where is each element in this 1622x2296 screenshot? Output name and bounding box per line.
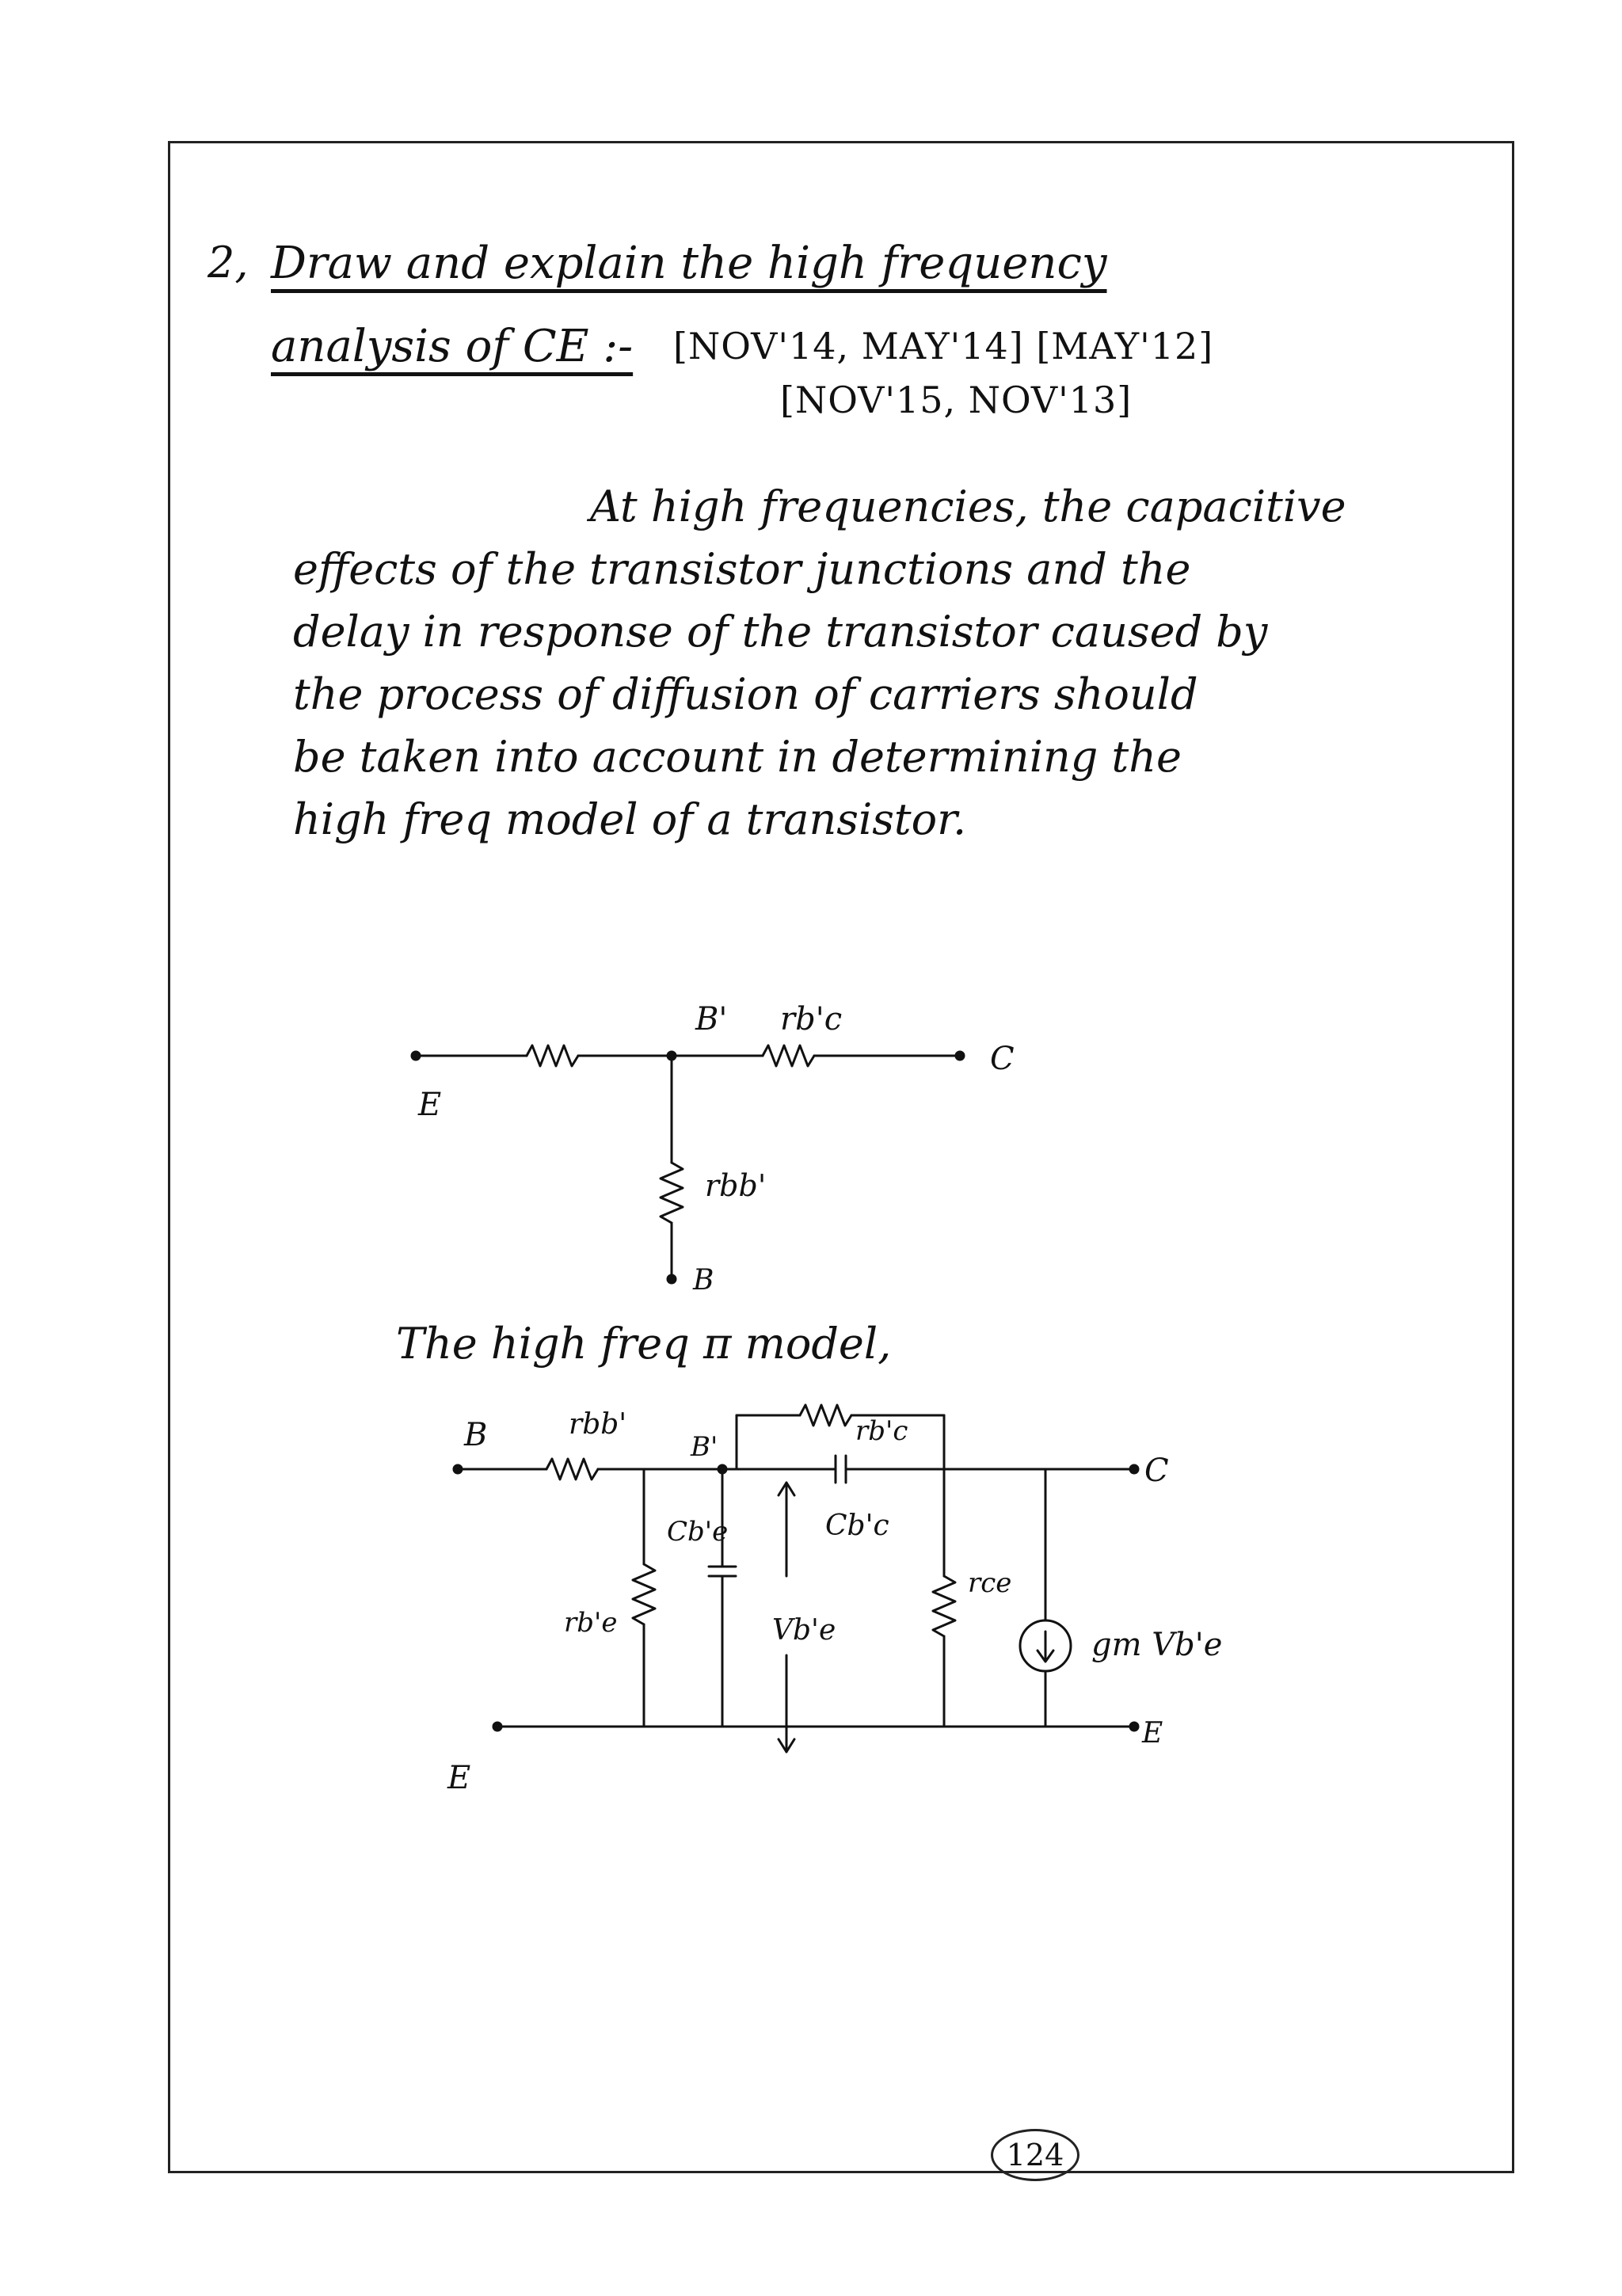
label-rce: rce	[968, 1567, 1012, 1599]
resistor-rce	[933, 1576, 955, 1636]
resistor-rbb	[661, 1163, 683, 1223]
label-b-prime: B'	[691, 1431, 718, 1463]
paragraph-line: the process of diffusion of carriers should	[293, 669, 1198, 719]
paragraph-line: high freq model of a transistor.	[293, 794, 967, 844]
exam-tags-line-1: [NOV'14, MAY'14] [MAY'12]	[673, 325, 1214, 367]
paragraph-line: At high frequencies, the capacitive	[590, 482, 1346, 531]
question-title-line-2: analysis of CE :-	[271, 321, 634, 372]
label-c: C	[1144, 1453, 1169, 1489]
resistor-rbc	[800, 1405, 851, 1426]
paragraph-line: delay in response of the transistor caused by	[293, 607, 1268, 657]
resistor-rbb	[546, 1459, 598, 1479]
resistor-rbc	[763, 1045, 814, 1066]
hybrid-pi-circuit	[454, 1405, 1138, 1752]
label-rbc: rb'c	[855, 1415, 908, 1447]
question-number: 2,	[208, 238, 249, 287]
resistor-rbe	[633, 1564, 655, 1624]
paragraph-line: be taken into account in determining the	[293, 732, 1182, 782]
t-model-circuit	[412, 1045, 964, 1283]
pi-model-caption: The high freq π model,	[396, 1319, 892, 1369]
resistor-e	[527, 1045, 578, 1066]
label-cbc: Cb'c	[825, 1510, 889, 1542]
paragraph-line: effects of the transistor junctions and the	[293, 544, 1191, 594]
label-e-right: E	[1142, 1717, 1163, 1750]
page-number: 124	[991, 2129, 1079, 2181]
label-rbc: rb'c	[780, 1001, 843, 1038]
label-b: B	[693, 1264, 714, 1296]
label-c: C	[990, 1041, 1015, 1077]
terminal-c-node	[1130, 1465, 1138, 1473]
label-e: E	[418, 1087, 442, 1123]
label-vbe: Vb'e	[772, 1614, 836, 1647]
label-b: B	[464, 1417, 488, 1453]
terminal-e-node-right	[1130, 1723, 1138, 1731]
question-title-line-1: Draw and explain the high frequency	[271, 238, 1107, 289]
label-cbe: Cb'e	[667, 1516, 729, 1548]
terminal-c-node	[956, 1052, 964, 1060]
label-e-left: E	[447, 1760, 471, 1796]
label-b-prime: B'	[695, 1001, 728, 1038]
exam-tags-line-2: [NOV'15, NOV'13]	[780, 379, 1133, 421]
label-gm-source: gm Vb'e	[1091, 1627, 1223, 1663]
label-rbe: rb'e	[564, 1607, 618, 1639]
terminal-b-node	[668, 1275, 676, 1283]
label-rbb: rbb'	[705, 1168, 767, 1203]
label-rbb: rbb'	[569, 1408, 627, 1441]
